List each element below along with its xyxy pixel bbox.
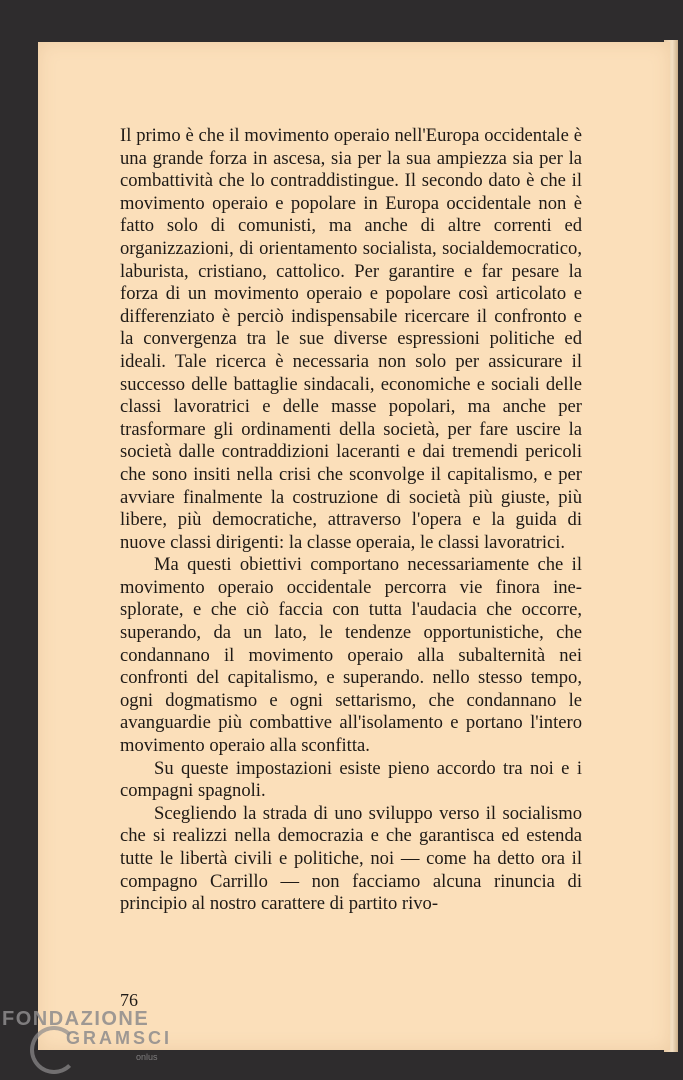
paragraph-3: Su queste impostazioni esiste pieno accordo tra noi e i compagni spagnoli.	[120, 757, 582, 802]
page-number: 76	[120, 990, 138, 1010]
paragraph-4: Scegliendo la strada di uno sviluppo verso il socialismo che si realizzi nella democrazia e che garantisca ed estenda tutte le libertà civili e politiche, noi — come ha detto ora il compagno Carrillo — non facciamo alcuna rinuncia di principio al nostro carattere di partito rivo-	[120, 802, 582, 915]
paragraph-1: Il primo è che il movimento operaio nell'Europa occidentale è una grande forza in ascesa, sia per la sua ampiezza sia per la combattività che lo contraddistingue. Il secondo dato è che il movimento operaio e popolare in Europa occidentale non è fatto solo di comunisti, ma anche di altre correnti ed organizzazioni, di orientamento socialista, socialdemocratico, laburista, cristiano, cattolico. Per garantire e far pesare la forza di un movimento operaio e popolare così articolato e differenziato è perciò indispensabile ricercare il confronto e la convergenza tra le sue diverse espressioni politiche ed ideali. Tale ricerca è necessaria non solo per assicurare il successo delle battaglie sindacali, economiche e sociali delle classi lavoratrici e delle masse popolari, ma anche per trasformare gli ordinamenti della società, per fare uscire la società dalle contraddizioni laceranti e dai tremendi pericoli che sono insiti nella crisi che sconvolge il capitalismo, e per avviare finalmente la costruzione di società più giuste, più libere, più democratiche, attraverso l'opera e la guida di nuove classi dirigenti: la classe operaia, le classi lavoratrici.	[120, 125, 582, 553]
watermark-line-3: onlus	[136, 1052, 158, 1062]
watermark-line-1: FONDAZIONE	[2, 1008, 150, 1030]
watermark-logo	[2, 1004, 182, 1080]
body-text	[120, 125, 582, 916]
paragraph-2: Ma questi obiettivi comportano necessariamente che il movimento operaio occidentale percorra vie finora inesplorate, e che ciò faccia con tutta l'audacia che occorre, superando, da un lato, le tendenze opportunistiche, che condannano il movimento operaio alla subalternità nei confronti del capitalismo, e superando. nello stesso tempo, ogni dogmatismo e ogni settarismo, che condannano le avanguardie più combattive all'isolamento e portano l'intero movimento operaio alla sconfitta.	[120, 554, 582, 757]
book-page	[38, 42, 670, 1050]
watermark-line-2: GRAMSCI	[66, 1028, 172, 1048]
